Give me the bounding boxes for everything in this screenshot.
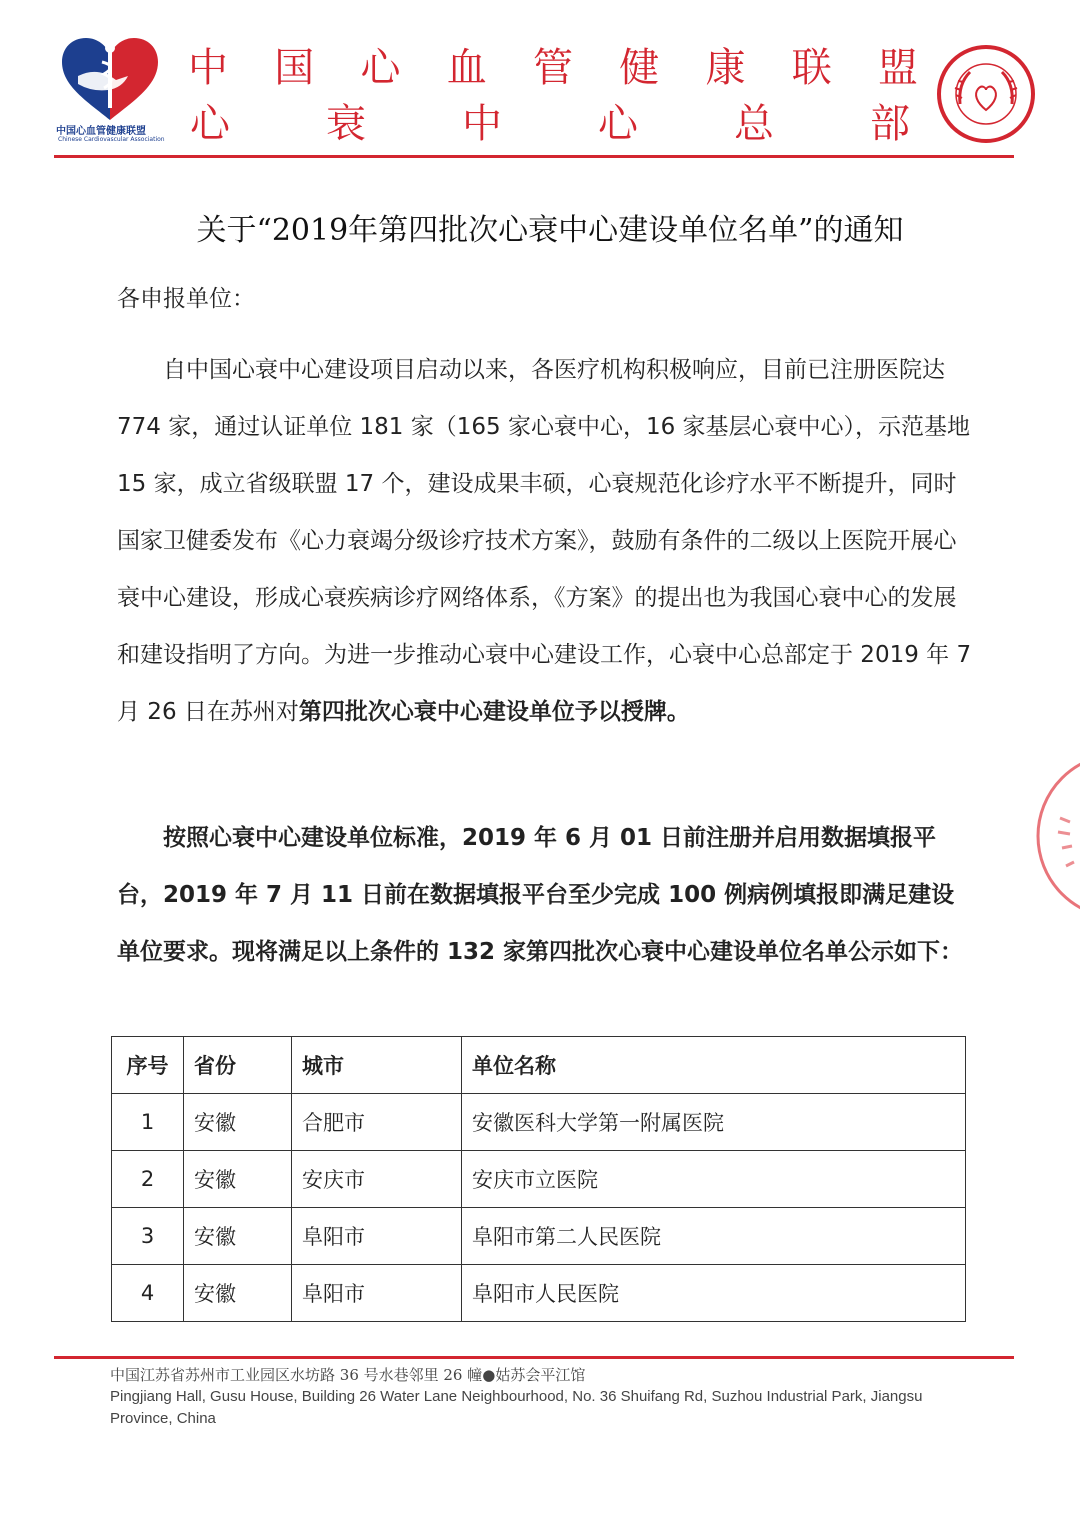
unit-list-table (111, 1036, 966, 1322)
title-char: 康 (705, 45, 746, 91)
table-row (112, 1151, 966, 1208)
title-char: 中 (462, 101, 502, 147)
cell-city: 阜阳市 (292, 1265, 462, 1322)
header-divider (54, 155, 1014, 158)
table-row (112, 1208, 966, 1265)
footer-divider (54, 1356, 1014, 1359)
title-char: 部 (870, 101, 910, 147)
cell-index: 4 (112, 1265, 184, 1322)
header-cell: 单位名称 (462, 1037, 966, 1094)
cell-province: 安徽 (184, 1208, 292, 1265)
title-char: 总 (734, 101, 774, 147)
cell-index: 1 (112, 1094, 184, 1151)
logo-subtext: Chinese Cardiovascular Association (58, 136, 165, 143)
table-row (112, 1094, 966, 1151)
cell-unit-name: 阜阳市人民医院 (462, 1265, 966, 1322)
title-char: 健 (619, 45, 660, 91)
footer-address-cn: 中国江苏省苏州市工业园区水坊路 36 号水巷邻里 26 幢●姑苏会平江馆 (110, 1366, 586, 1384)
notice-title: 关于“2019年第四批次心衰中心建设单位名单”的通知 (196, 213, 904, 248)
title-char: 心 (190, 101, 230, 147)
title-char: 管 (533, 45, 573, 91)
salutation: 各申报单位： (117, 286, 255, 312)
letterhead-title-line-2 (190, 101, 910, 147)
paragraph-1-text: 自中国心衰中心建设项目启动以来，各医疗机构积极响应，目前已注册医院达 774 家，通过认证单位 181 家（165 家心衰中心，16 家基层心衰中心），示范基地 15 家，成立省级联盟 17 个，建设成果丰硕，心衰规范化诊疗水平不断提升，同时国家卫健委发布《心力衰竭分级诊疗技术方案》，鼓励有条件的二级以上医院开展心衰中心建设，形成心衰疾病诊疗网络体系，《方案》的提出也为我国心衰中心的发展和建设指明了方向。为进一步推动心衰中心建设工作，心衰中心总部定于 2019 年 7 月 26 日在苏州对 (117, 357, 972, 725)
paragraph-1 (117, 342, 977, 741)
table-row (112, 1265, 966, 1322)
official-stamp (1032, 748, 1080, 923)
letterhead-title-line-1 (188, 45, 918, 91)
header-cell: 城市 (292, 1037, 462, 1094)
cell-city: 阜阳市 (292, 1208, 462, 1265)
paragraph-2-text: 按照心衰中心建设单位标准，2019 年 6 月 01 日前注册并启用数据填报平台，2019 年 7 月 11 日前在数据填报平台至少完成 100 例病例填报即满足建设单位要求。现将满足以上条件的 132 家第四批次心衰中心建设单位名单公示如下： (117, 825, 964, 965)
title-char: 国 (274, 45, 315, 91)
cell-city: 安庆市 (292, 1151, 462, 1208)
table-header-row (112, 1037, 966, 1094)
logo-text: 中国心血管健康联盟 (56, 126, 146, 137)
cell-city: 合肥市 (292, 1094, 462, 1151)
title-char: 盟 (878, 45, 918, 91)
cell-unit-name: 安徽医科大学第一附属医院 (462, 1094, 966, 1151)
header-cell: 省份 (184, 1037, 292, 1094)
cell-unit-name: 阜阳市第二人民医院 (462, 1208, 966, 1265)
cell-index: 3 (112, 1208, 184, 1265)
stamp-icon (1032, 748, 1080, 923)
title-char: 联 (791, 45, 832, 91)
heart-hands-icon (58, 36, 162, 122)
cell-province: 安徽 (184, 1151, 292, 1208)
paragraph-1-bold-text: 第四批次心衰中心建设单位予以授牌。 (298, 699, 690, 725)
header-cell: 序号 (112, 1037, 184, 1094)
cell-province: 安徽 (184, 1094, 292, 1151)
title-char: 心 (360, 45, 401, 91)
title-char: 心 (598, 101, 638, 147)
title-char: 中 (188, 45, 228, 91)
seal-icon (936, 44, 1036, 144)
heart-failure-center-seal (936, 44, 1036, 144)
cell-province: 安徽 (184, 1265, 292, 1322)
title-char: 血 (446, 45, 487, 91)
paragraph-2 (117, 810, 977, 981)
association-logo (54, 36, 166, 146)
cell-index: 2 (112, 1151, 184, 1208)
cell-unit-name: 安庆市立医院 (462, 1151, 966, 1208)
footer-address-en: Pingjiang Hall, Gusu House, Building 26 Water Lane Neighbourhood, No. 36 Shuifang Rd, Suzhou Industrial Park, Jiangsu Province, China (110, 1388, 923, 1427)
title-char: 衰 (326, 101, 366, 147)
